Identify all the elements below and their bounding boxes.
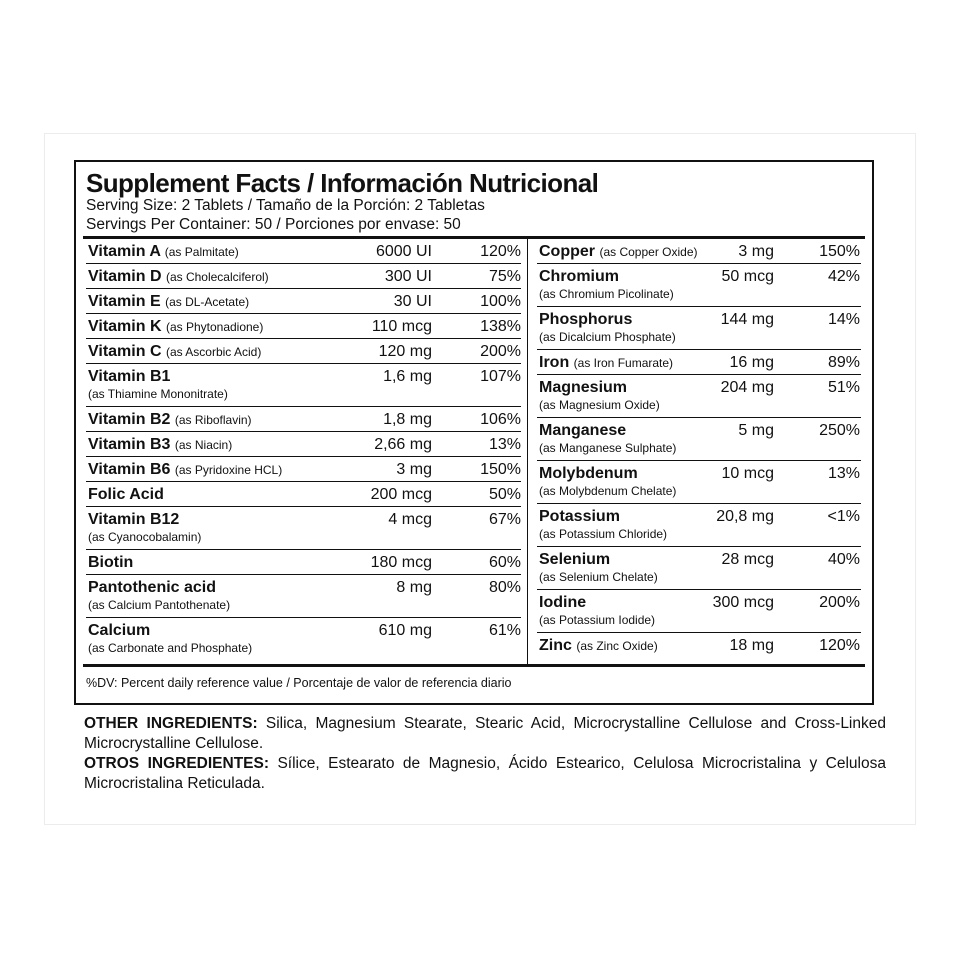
nutrient-source: (as DL-Acetate) — [165, 295, 250, 309]
nutrient-amount: 5 mg — [738, 422, 774, 439]
nutrient-row — [537, 418, 861, 461]
nutrient-amount: 2,66 mg — [374, 436, 432, 453]
nutrient-amount: 20,8 mg — [716, 508, 774, 525]
servings-per-container: Servings Per Container: 50 / Porciones por envase: 50 — [86, 216, 461, 233]
nutrient-source: (as Cholecalciferol) — [165, 270, 269, 284]
nutrient-source: (as Palmitate) — [164, 245, 239, 259]
nutrient-row — [537, 590, 861, 633]
nutrient-daily-value: 42% — [827, 268, 860, 285]
nutrient-name-text: Selenium — [539, 551, 611, 568]
nutrient-name-text: Iodine — [539, 594, 587, 611]
nutrient-amount: 120 mg — [378, 343, 432, 360]
nutrient-name — [539, 354, 673, 372]
nutrient-amount: 16 mg — [729, 354, 774, 371]
nutrient-row — [537, 461, 861, 504]
nutrient-name — [88, 579, 216, 597]
nutrient-amount: 28 mcg — [721, 551, 774, 568]
nutrient-amount: 610 mg — [378, 622, 432, 639]
other-ingredients — [84, 714, 886, 754]
nutrient-name-text: Vitamin B6 — [88, 461, 171, 478]
nutrient-source: (as Ascorbic Acid) — [165, 345, 262, 359]
ingredients-block — [84, 714, 886, 794]
nutrient-amount: 300 UI — [384, 268, 432, 285]
nutrient-name-text: Folic Acid — [88, 486, 164, 503]
nutrient-name — [88, 368, 170, 386]
nutrient-source: (as Cyanocobalamin) — [88, 530, 202, 544]
nutrient-source: (as Riboflavin) — [174, 413, 252, 427]
nutrient-source: (as Niacin) — [174, 438, 233, 452]
nutrient-column-right — [537, 239, 861, 658]
nutrient-source: (as Phytonadione) — [165, 320, 264, 334]
nutrient-source: (as Potassium Chloride) — [539, 527, 668, 541]
nutrient-daily-value: 50% — [488, 486, 521, 503]
other-ingredients-label: OTHER INGREDIENTS: — [84, 715, 258, 732]
nutrient-name-text: Vitamin B12 — [88, 511, 180, 528]
nutrient-row — [86, 432, 521, 457]
nutrient-daily-value: 120% — [480, 243, 521, 260]
nutrient-source: (as Potassium Iodide) — [539, 613, 656, 627]
nutrient-row — [86, 482, 521, 507]
nutrient-daily-value: 80% — [488, 579, 521, 596]
nutrient-daily-value: 75% — [488, 268, 521, 285]
nutrient-name — [88, 461, 282, 479]
nutrient-daily-value: 106% — [480, 411, 521, 428]
nutrient-source: (as Manganese Sulphate) — [539, 441, 677, 455]
column-divider — [527, 239, 528, 664]
nutrient-daily-value: 100% — [480, 293, 521, 310]
nutrient-amount: 1,6 mg — [383, 368, 432, 385]
nutrient-name-text: Calcium — [88, 622, 151, 639]
nutrient-daily-value: 40% — [827, 551, 860, 568]
nutrient-daily-value: 61% — [488, 622, 521, 639]
nutrient-daily-value: 150% — [480, 461, 521, 478]
nutrient-source: (as Zinc Oxide) — [576, 639, 658, 653]
dv-footnote: %DV: Percent daily reference value / Porcentaje de valor de referencia diario — [86, 676, 512, 690]
nutrient-amount: 3 mg — [738, 243, 774, 260]
nutrient-name — [88, 436, 232, 454]
nutrient-row — [86, 264, 521, 289]
nutrient-name — [539, 508, 620, 526]
nutrient-name-text: Manganese — [539, 422, 627, 439]
nutrient-row — [86, 507, 521, 550]
nutrient-name-text: Copper — [539, 243, 595, 260]
nutrient-row — [86, 339, 521, 364]
nutrient-row — [537, 547, 861, 590]
nutrient-amount: 200 mcg — [370, 486, 432, 503]
nutrient-amount: 8 mg — [396, 579, 432, 596]
nutrient-name — [88, 554, 133, 572]
nutrient-daily-value: 13% — [488, 436, 521, 453]
nutrient-name-text: Iron — [539, 354, 570, 371]
nutrient-name — [539, 637, 658, 655]
nutrient-name-text: Zinc — [539, 637, 572, 654]
nutrient-daily-value: 60% — [488, 554, 521, 571]
nutrient-name — [539, 551, 610, 569]
nutrient-name — [88, 293, 249, 311]
nutrient-amount: 50 mcg — [721, 268, 774, 285]
nutrient-name — [88, 622, 150, 640]
otros-ingredientes — [84, 754, 886, 794]
footer-rule — [83, 664, 865, 667]
nutrient-name — [539, 311, 632, 329]
nutrient-name — [88, 343, 261, 361]
nutrient-name-text: Potassium — [539, 508, 620, 525]
nutrient-amount: 18 mg — [729, 637, 774, 654]
nutrient-name-text: Biotin — [88, 554, 134, 571]
nutrient-source: (as Pyridoxine HCL) — [174, 463, 283, 477]
nutrient-name-text: Vitamin B1 — [88, 368, 171, 385]
nutrient-daily-value: 13% — [827, 465, 860, 482]
nutrient-row — [537, 633, 861, 658]
nutrient-amount: 1,8 mg — [383, 411, 432, 428]
nutrient-name-text: Vitamin A — [88, 243, 161, 260]
nutrient-daily-value: 200% — [480, 343, 521, 360]
nutrient-name — [88, 486, 164, 504]
nutrient-name — [539, 243, 698, 261]
nutrient-amount: 300 mcg — [712, 594, 774, 611]
nutrient-daily-value: 200% — [819, 594, 860, 611]
nutrient-source: (as Chromium Picolinate) — [539, 287, 674, 301]
nutrient-row — [86, 618, 521, 661]
nutrient-name — [539, 594, 586, 612]
nutrient-amount: 204 mg — [720, 379, 774, 396]
nutrient-daily-value: 150% — [819, 243, 860, 260]
nutrient-daily-value: 67% — [488, 511, 521, 528]
nutrient-daily-value: 120% — [819, 637, 860, 654]
nutrient-row — [86, 314, 521, 339]
nutrient-name — [88, 411, 252, 429]
nutrient-daily-value: 89% — [827, 354, 860, 371]
otros-ingredientes-text: Sílice, Estearato de Magnesio, Ácido Estearico, Celulosa Microcristalina y Celulosa Microcristalina Reticulada. — [84, 755, 886, 792]
supplement-facts-panel — [74, 160, 874, 705]
nutrient-name-text: Magnesium — [539, 379, 628, 396]
nutrient-name-text: Vitamin D — [88, 268, 162, 285]
nutrient-name — [539, 379, 627, 397]
nutrient-daily-value: 51% — [827, 379, 860, 396]
nutrient-row — [86, 407, 521, 432]
nutrient-amount: 3 mg — [396, 461, 432, 478]
facts-title: Supplement Facts / Información Nutricional — [86, 168, 599, 198]
nutrient-name-text: Pantothenic acid — [88, 579, 217, 596]
nutrient-source: (as Selenium Chelate) — [539, 570, 658, 584]
nutrient-row — [86, 364, 521, 407]
nutrient-amount: 110 mcg — [371, 318, 432, 335]
nutrient-daily-value: 107% — [480, 368, 521, 385]
nutrient-name — [88, 511, 179, 529]
nutrient-source: (as Dicalcium Phosphate) — [539, 330, 676, 344]
nutrient-row — [537, 264, 861, 307]
nutrient-amount: 10 mcg — [721, 465, 774, 482]
nutrient-row — [86, 289, 521, 314]
nutrient-name — [539, 465, 638, 483]
nutrient-source: (as Copper Oxide) — [599, 245, 698, 259]
nutrient-name — [539, 422, 626, 440]
nutrient-column-left — [86, 239, 521, 661]
nutrient-name-text: Molybdenum — [539, 465, 638, 482]
nutrient-name — [88, 268, 269, 286]
other-ingredients-text: Silica, Magnesium Stearate, Stearic Acid, Microcrystalline Cellulose and Cross-Linked Microcrystalline Cellulose. — [84, 715, 886, 752]
nutrient-row — [86, 457, 521, 482]
nutrient-row — [537, 504, 861, 547]
nutrient-name — [88, 318, 263, 336]
nutrient-source: (as Magnesium Oxide) — [539, 398, 660, 412]
nutrient-row — [537, 307, 861, 350]
serving-size: Serving Size: 2 Tablets / Tamaño de la Porción: 2 Tabletas — [86, 197, 485, 214]
nutrient-source: (as Calcium Pantothenate) — [88, 598, 231, 612]
nutrient-source: (as Molybdenum Chelate) — [539, 484, 677, 498]
nutrient-name-text: Vitamin K — [88, 318, 162, 335]
nutrient-name — [88, 243, 239, 261]
otros-ingredientes-label: OTROS INGREDIENTES: — [84, 755, 269, 772]
nutrient-name-text: Vitamin E — [88, 293, 161, 310]
nutrient-name-text: Vitamin C — [88, 343, 162, 360]
nutrient-daily-value: 138% — [480, 318, 521, 335]
nutrient-source: (as Iron Fumarate) — [573, 356, 674, 370]
nutrient-row — [86, 575, 521, 618]
nutrient-name-text: Vitamin B3 — [88, 436, 171, 453]
nutrient-name-text: Vitamin B2 — [88, 411, 171, 428]
nutrient-source: (as Carbonate and Phosphate) — [88, 641, 253, 655]
nutrient-row — [537, 375, 861, 418]
nutrient-daily-value: 14% — [827, 311, 860, 328]
nutrient-daily-value: <1% — [827, 508, 860, 525]
nutrient-daily-value: 250% — [819, 422, 860, 439]
nutrient-name-text: Phosphorus — [539, 311, 633, 328]
nutrient-row — [86, 239, 521, 264]
nutrient-amount: 6000 UI — [375, 243, 432, 260]
nutrient-name-text: Chromium — [539, 268, 619, 285]
nutrient-row — [537, 350, 861, 375]
nutrient-amount: 30 UI — [393, 293, 432, 310]
nutrient-amount: 4 mcg — [388, 511, 432, 528]
nutrient-row — [86, 550, 521, 575]
nutrient-amount: 180 mcg — [370, 554, 432, 571]
nutrient-name — [539, 268, 619, 286]
nutrient-source: (as Thiamine Mononitrate) — [88, 387, 228, 401]
nutrient-amount: 144 mg — [720, 311, 774, 328]
nutrient-row — [537, 239, 861, 264]
